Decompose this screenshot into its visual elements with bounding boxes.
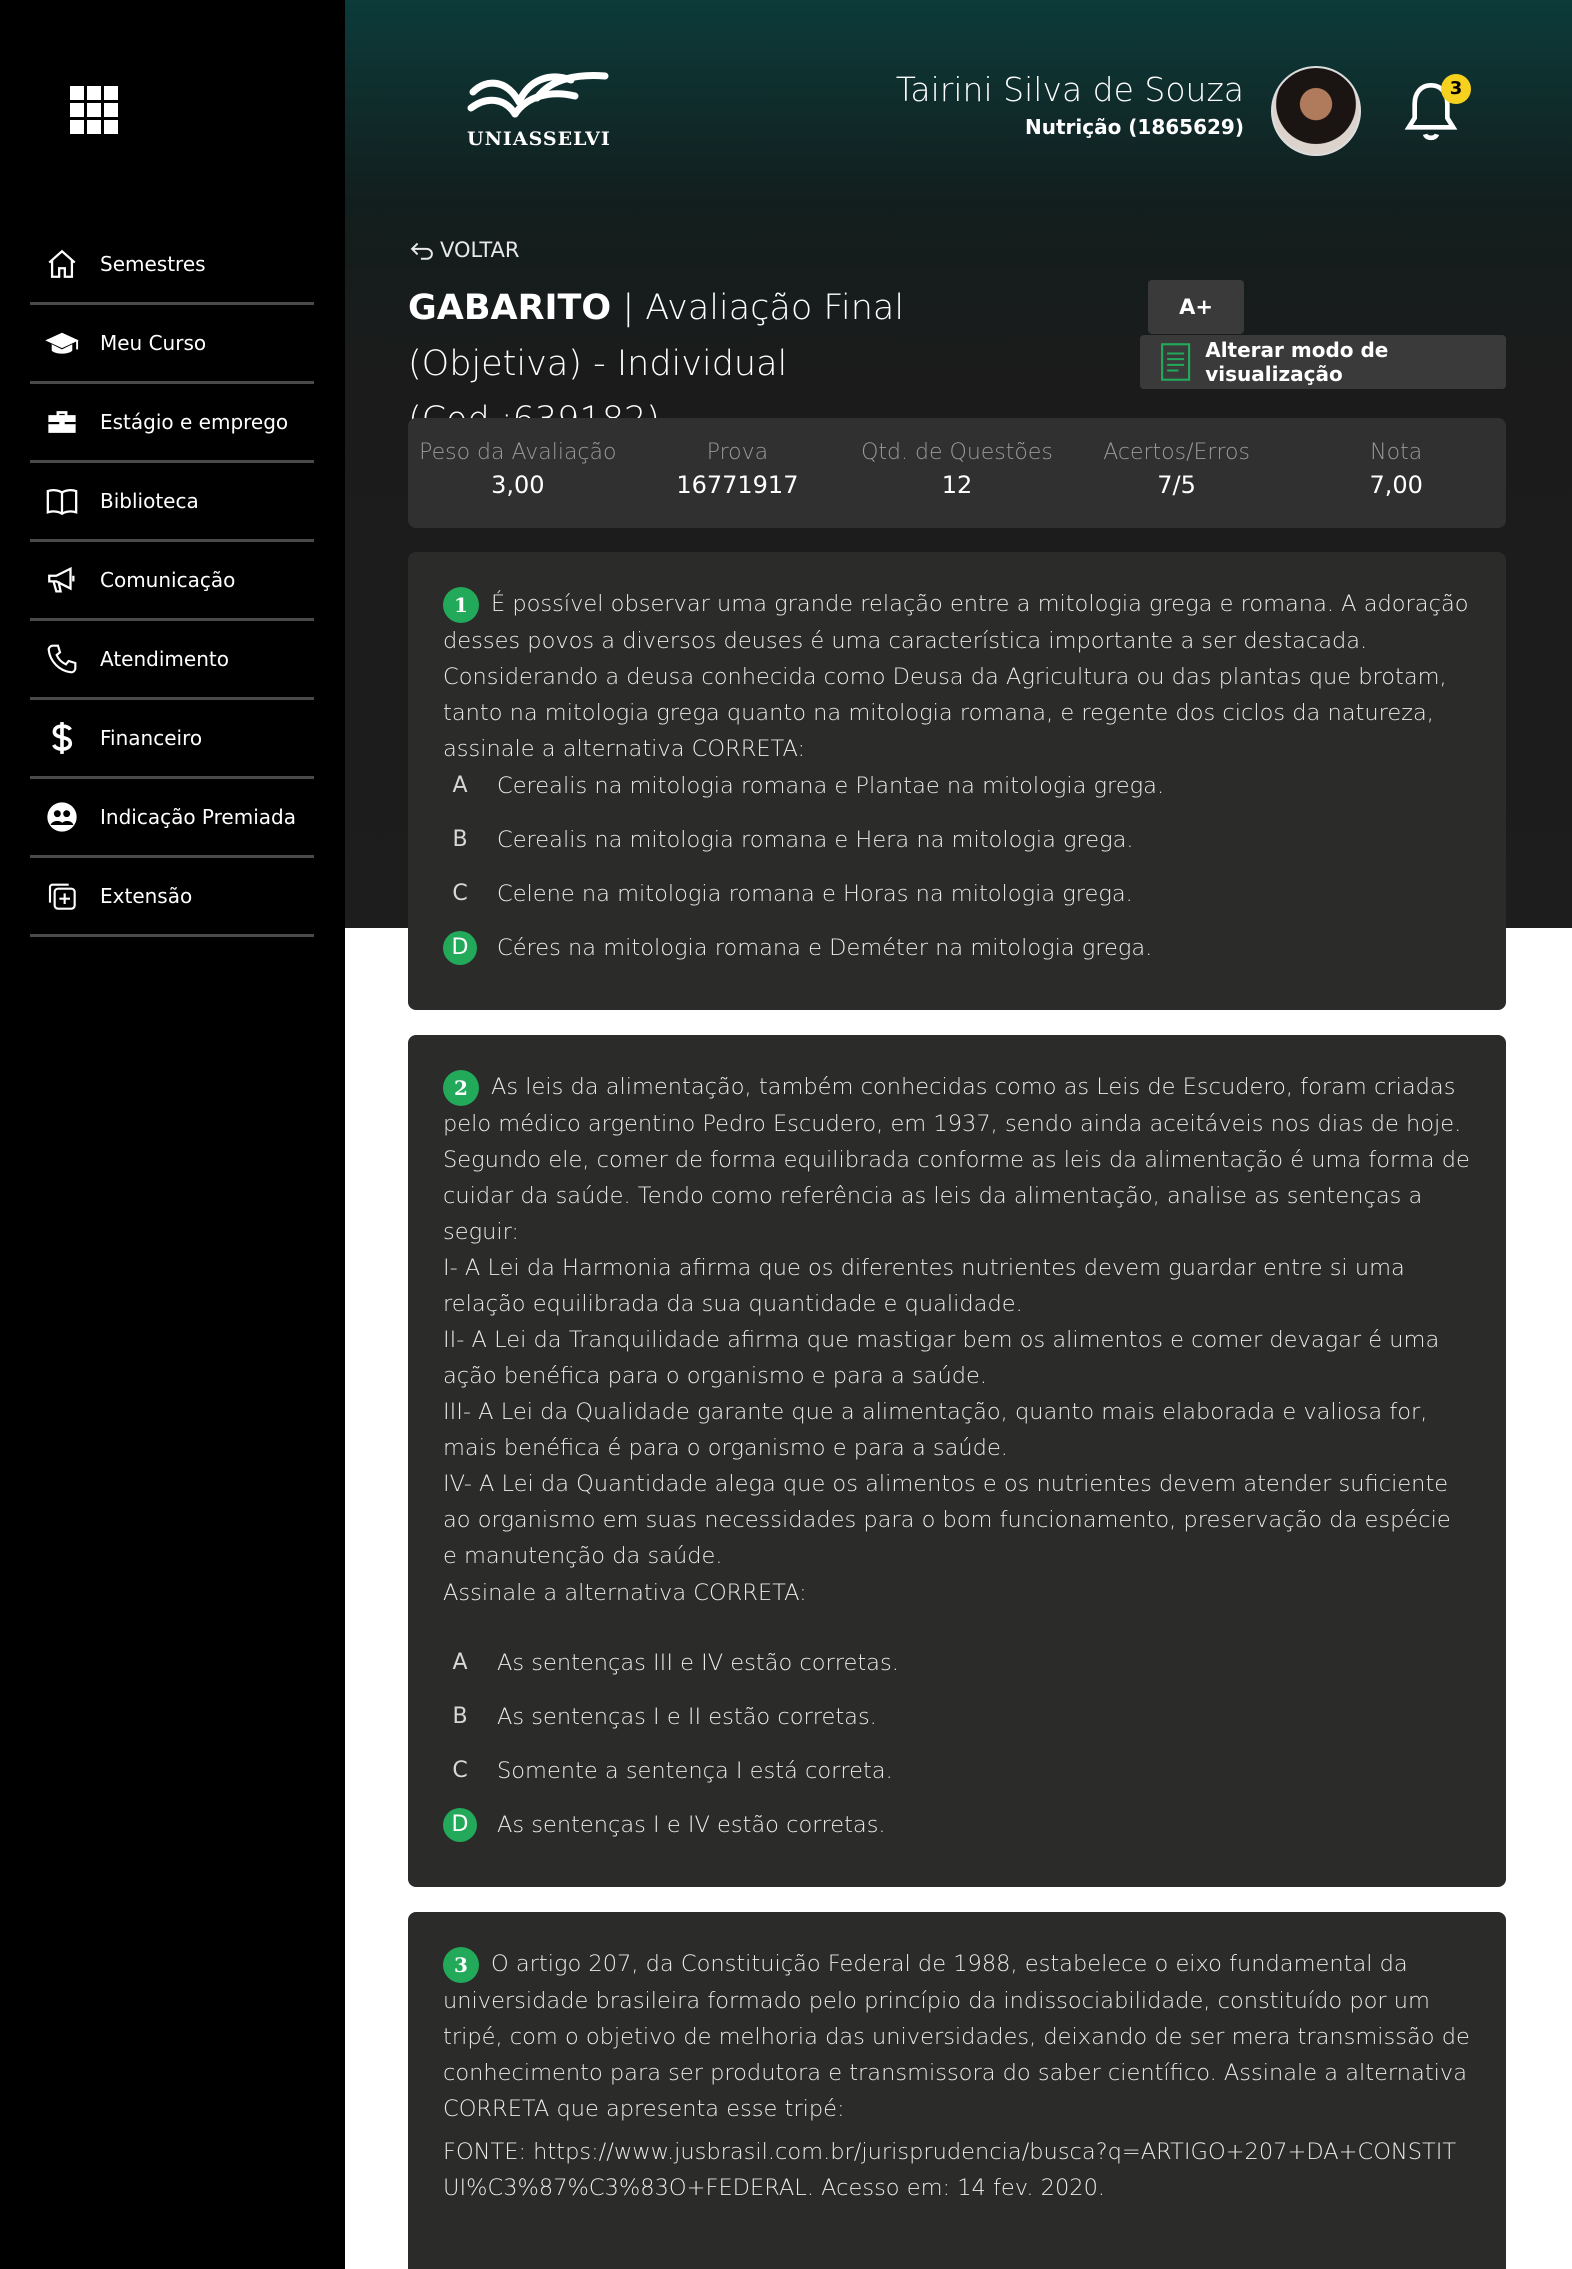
option-a[interactable] [443, 766, 1164, 806]
question-statement: O artigo 207, da Constituição Federal de 1988, estabelece o eixo fundamental da universidade brasileira formado pelo princípio da indissociabilidade, constituído por um tripé, com o objetivo de melhoria das universidades, deixando de ser mera transmissão de conhecimento para ser produtora e transmissora do saber científico. Assinale a alternativa CORRETA que apresenta esse tripé: [443, 1951, 1470, 2122]
question-number: 1 [443, 587, 479, 623]
stat-value: 7/5 [1157, 471, 1196, 499]
change-view-mode-label: Alterar modo de visualização [1205, 338, 1389, 386]
stat-label: Prova [706, 440, 769, 465]
question-text [443, 1946, 1471, 2127]
option-text: Céres na mitologia romana e Deméter na mitologia grega. [497, 935, 1153, 961]
option-text: As sentenças III e IV estão corretas. [497, 1650, 899, 1676]
question-card-1 [408, 552, 1506, 1010]
option-letter: A [452, 1650, 468, 1675]
uniasselvi-logo[interactable] [467, 66, 617, 150]
question-text [443, 586, 1471, 767]
stat-label: Acertos/Erros [1103, 440, 1250, 465]
option-letter: B [452, 827, 468, 852]
stat-label: Qtd. de Questões [861, 440, 1053, 465]
sidebar-item-label: Financeiro [100, 726, 203, 750]
document-icon [1160, 341, 1191, 383]
add-copy-icon [44, 878, 80, 914]
sidebar-item-extensao[interactable] [30, 858, 314, 937]
stat-value: 16771917 [676, 471, 799, 499]
correct-option-letter: D [443, 1808, 477, 1842]
statement-1: I- A Lei da Harmonia afirma que os diferentes nutrientes devem guardar entre si uma relação equilibrada da sua quantidade e qualidade. [443, 1255, 1405, 1317]
question-card-3 [408, 1912, 1506, 2269]
user-info [896, 70, 1244, 139]
option-c[interactable] [443, 874, 1133, 914]
option-b[interactable] [443, 1697, 877, 1737]
phone-icon [44, 641, 80, 677]
sidebar-item-indicacao[interactable] [30, 779, 314, 858]
sidebar-item-label: Atendimento [100, 647, 229, 671]
option-text: As sentenças I e IV estão corretas. [497, 1812, 886, 1838]
statement-3: III- A Lei da Qualidade garante que a alimentação, quanto mais elaborada e valiosa for, mais benéfica é para o organismo e para a saúde. [443, 1399, 1428, 1461]
graduation-cap-icon [44, 325, 80, 361]
user-name: Tairini Silva de Souza [895, 70, 1244, 109]
statements-list [443, 1250, 1471, 1574]
notification-count-badge: 3 [1441, 74, 1471, 104]
return-arrow-icon [408, 239, 436, 261]
stat-value: 12 [941, 471, 973, 499]
statement-2: II- A Lei da Tranquilidade afirma que mastigar bem os alimentos e comer devagar é uma ação benéfica para o organismo e para a saúde. [443, 1327, 1440, 1389]
option-letter: B [452, 1704, 468, 1729]
question-text [443, 1069, 1471, 1250]
dollar-icon [44, 720, 80, 756]
option-text: Cerealis na mitologia romana e Plantae na mitologia grega. [497, 773, 1165, 799]
sidebar-item-biblioteca[interactable] [30, 463, 314, 542]
apps-grid-icon[interactable] [70, 86, 118, 134]
option-letter: C [452, 1758, 468, 1783]
option-d-correct[interactable] [443, 928, 1152, 968]
question-source: FONTE: https://www.jusbrasil.com.br/jurisprudencia/busca?q=ARTIGO+207+DA+CONSTITUI%C3%87%C3%83O+FEDERAL. Acesso em: 14 fev. 2020. [443, 2139, 1457, 2201]
stat-prova [628, 418, 848, 528]
stat-peso [408, 418, 628, 528]
sidebar-item-atendimento[interactable] [30, 621, 314, 700]
stat-acertos-erros [1067, 418, 1287, 528]
users-icon [44, 799, 80, 835]
home-icon [44, 246, 80, 282]
stat-label: Peso da Avaliação [419, 440, 617, 465]
back-label: VOLTAR [440, 238, 520, 262]
question-number: 2 [443, 1070, 479, 1106]
sidebar-item-label: Meu Curso [100, 331, 207, 355]
option-a[interactable] [443, 1643, 899, 1683]
option-text: Celene na mitologia romana e Horas na mitologia grega. [497, 881, 1133, 907]
sidebar-item-estagio[interactable] [30, 384, 314, 463]
page-title-bold: GABARITO [408, 288, 612, 328]
evaluation-summary [408, 418, 1506, 528]
correct-option-letter: D [443, 931, 477, 965]
logo-wordmark: UNIASSELVI [467, 128, 611, 150]
sidebar-item-semestres[interactable] [30, 226, 314, 305]
stat-nota [1286, 418, 1506, 528]
option-letter: A [452, 773, 468, 798]
sidebar-item-label: Indicação Premiada [100, 805, 296, 829]
option-text: Somente a sentença I está correta. [497, 1758, 893, 1784]
option-letter: C [452, 881, 468, 906]
change-view-mode-button[interactable] [1140, 335, 1506, 389]
briefcase-icon [44, 404, 80, 440]
question-prompt: Assinale a alternativa CORRETA: [443, 1580, 807, 1606]
main-content [345, 0, 1572, 2269]
stat-questoes [847, 418, 1067, 528]
sidebar-item-label: Semestres [100, 252, 206, 276]
question-card-2 [408, 1035, 1506, 1887]
option-b[interactable] [443, 820, 1134, 860]
sidebar-item-label: Estágio e emprego [100, 410, 289, 434]
option-c[interactable] [443, 1751, 893, 1791]
sidebar-item-meu-curso[interactable] [30, 305, 314, 384]
option-text: Cerealis na mitologia romana e Hera na mitologia grega. [497, 827, 1134, 853]
question-statement: É possível observar uma grande relação entre a mitologia grega e romana. A adoração desses povos a diversos deuses é uma característica importante a ser destacada. Considerando a deusa conhecida como Deusa da Agricultura ou das plantas que brotam, tanto na mitologia grega quanto na mitologia romana, e regente dos ciclos da natureza, assinale a alternativa CORRETA: [443, 591, 1469, 762]
option-d-correct[interactable] [443, 1805, 886, 1845]
option-text: As sentenças I e II estão corretas. [497, 1704, 877, 1730]
notifications-button[interactable] [1403, 78, 1463, 148]
stat-value: 3,00 [491, 471, 545, 499]
page-title-rest: | Avaliação Final (Objetiva) - Individual [408, 288, 905, 384]
stat-value: 7,00 [1369, 471, 1423, 499]
user-course: Nutrição (1865629) [1024, 115, 1244, 139]
megaphone-icon [44, 562, 80, 598]
sidebar-item-financeiro[interactable] [30, 700, 314, 779]
sidebar-item-label: Comunicação [100, 568, 236, 592]
sidebar-item-label: Biblioteca [100, 489, 199, 513]
statement-4: IV- A Lei da Quantidade alega que os alimentos e os nutrientes devem atender suficiente ao organismo em suas necessidades para o bom funcionamento, preservação da espécie e manutenção da saúde. [443, 1471, 1451, 1569]
book-icon [44, 483, 80, 519]
question-number: 3 [443, 1947, 479, 1983]
increase-font-button[interactable]: A+ [1148, 280, 1244, 334]
question-statement: As leis da alimentação, também conhecidas como as Leis de Escudero, foram criadas pelo médico argentino Pedro Escudero, em 1937, sendo ainda aceitáveis nos dias de hoje. Segundo ele, comer de forma equilibrada conforme as leis da alimentação é uma forma de cuidar da saúde. Tendo como referência as leis da alimentação, analise as sentenças a seguir: [443, 1074, 1470, 1245]
sidebar-nav [30, 226, 314, 937]
stat-label: Nota [1370, 440, 1423, 465]
sidebar-item-label: Extensão [100, 884, 193, 908]
sidebar-item-comunicacao[interactable] [30, 542, 314, 621]
sidebar [0, 0, 345, 2269]
back-link[interactable] [408, 238, 520, 262]
avatar[interactable] [1271, 66, 1361, 156]
